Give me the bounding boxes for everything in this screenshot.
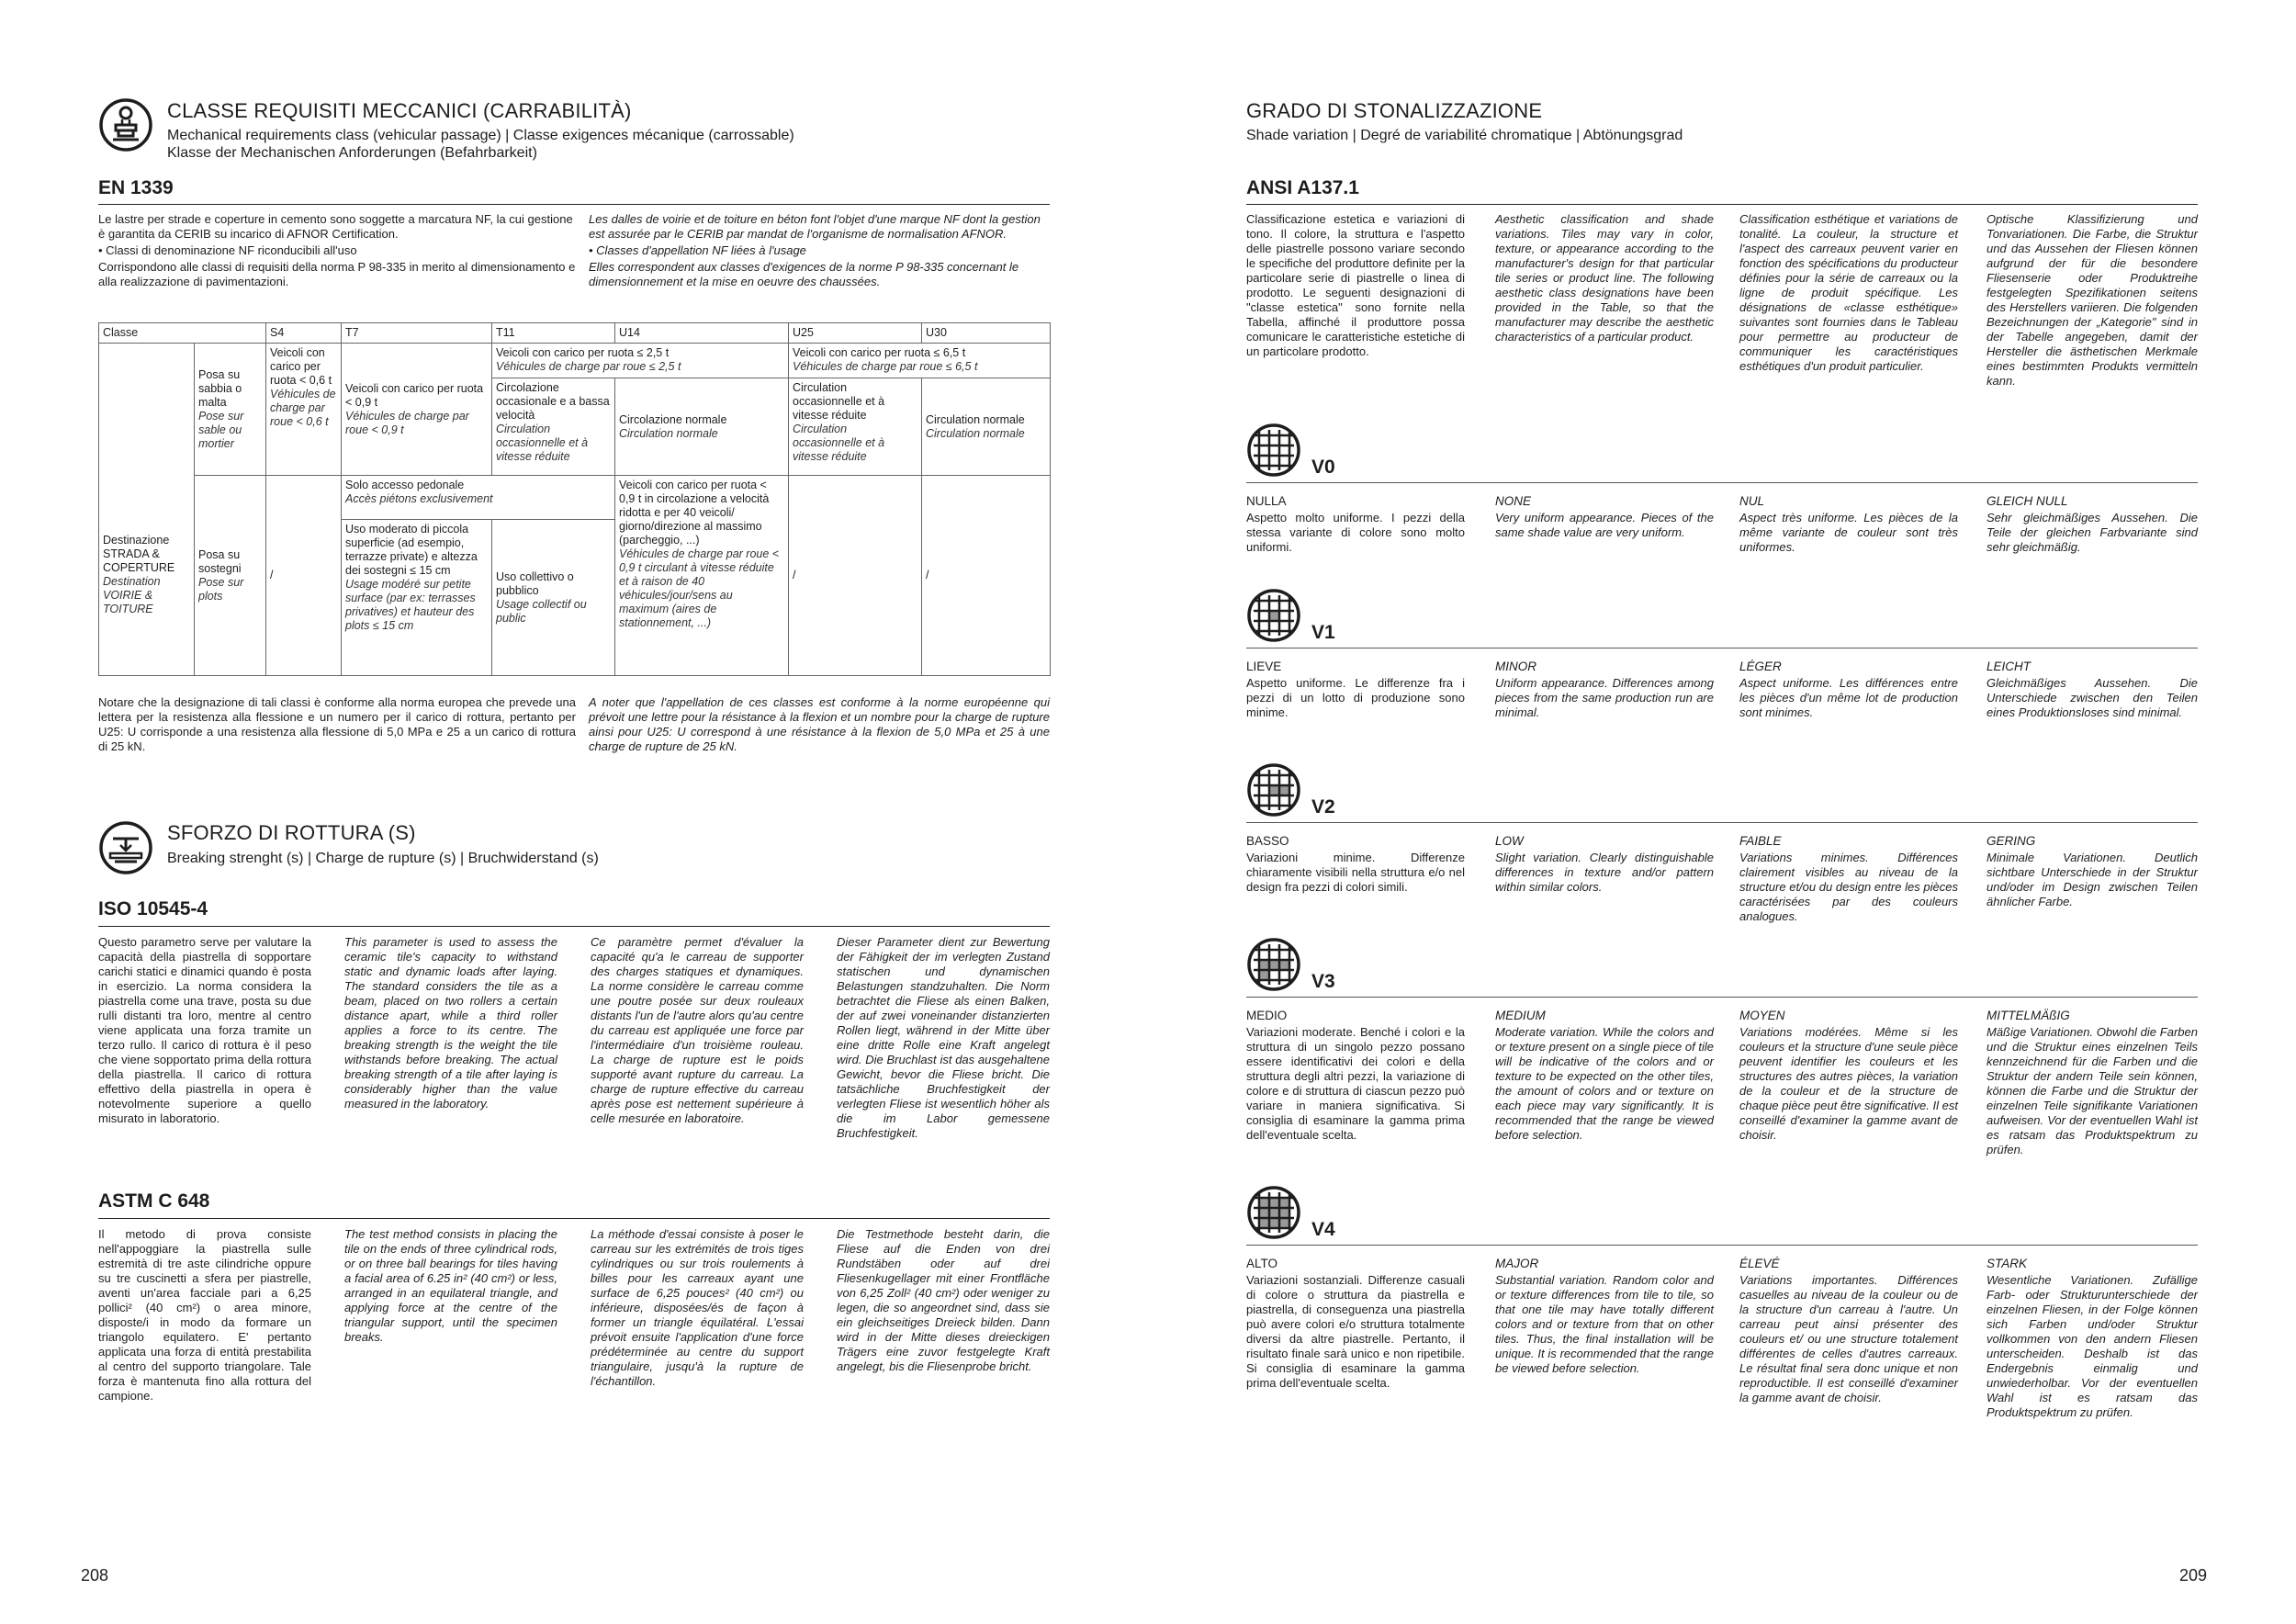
- shade-fr-text: Variations importantes. Différences casuelles au niveau de la couleur ou de la structure d'un carreau à l'autre. Un carreau peut ainsi présenter des couleurs et/ ou une structure totalement différentes de celles d'autres carreaux. Le résultat final sera donc unique et non reproductible. Il est conseillé d'examiner la gamme avant de choisir.: [1739, 1273, 1958, 1404]
- collettivo-it: Uso collettivo o pubblico: [496, 570, 574, 597]
- en1339-heading: EN 1339: [98, 177, 174, 198]
- u25u30-it: Veicoli con carico per ruota ≤ 6,5 t: [793, 346, 966, 359]
- astm648-de: Die Testmethode besteht darin, die Fliese auf die Enden von drei Rundstäben oder auf drei Fliesenkugellager mit einer Frontfläche von 6,25 Zoll² (40 cm²) oder weniger zu legen, die so angeordnet sind, dass sie ein gleichseitiges Dreieck bilden. Dann wird in der Mitte dieses dreieckigen Trägers eine zuvor festgelegte Kraft angelegt, bis die Fliesenprobe bricht.: [837, 1227, 1050, 1373]
- pedonale-it: Solo accesso pedonale: [345, 479, 465, 491]
- moderato-it: Uso moderato di piccola superficie (ad esempio, terrazze private) e altezza dei sostegni ≤ 15 cm: [345, 523, 478, 577]
- page-number: 208: [81, 1566, 109, 1585]
- cell-uso-moderato: [342, 520, 492, 676]
- shade-it-heading: NULLA: [1246, 494, 1287, 508]
- divider: [1246, 204, 2198, 205]
- shade-code: V4: [1311, 1219, 1335, 1240]
- shade-it-text: Aspetto molto uniforme. I pezzi della stessa variante di colore sono molto uniformi.: [1246, 511, 1465, 554]
- shade-de-text: Minimale Variationen. Deutlich sichtbare Unterschiede in der Struktur und/oder im Design zwischen Teilen ähnlicher Farbe.: [1986, 851, 2198, 908]
- t7-fr: Véhicules de charge par roue < 0,9 t: [345, 409, 469, 436]
- shade-it-heading: BASSO: [1246, 834, 1289, 848]
- shade-code: V3: [1311, 971, 1335, 992]
- shade-fr-text: Variations modérées. Même si les couleurs et la structure d'une seule pièce peuvent identifier les couleurs et les structures des autres pièces, la variation de la couleur et de la structure de chaque pièce peut être significative. Il est conseillé d'examiner la gamme avant de choisir.: [1739, 1025, 1958, 1142]
- cell-u30-slash: /: [922, 476, 1051, 676]
- u14c-it: Veicoli con carico per ruota < 0,9 t in circolazione a velocità ridotta e per 40 veicoli/ giorno/direzione al massimo (parcheggio, ...): [619, 479, 770, 547]
- breaking-load-icon: [98, 820, 153, 875]
- shade-fr-text: Variations minimes. Différences clairement visibles au niveau de la structure et/ou du design entre les pièces caractérisées par des couleurs analogues.: [1739, 851, 1958, 923]
- shade-it-text: Variazioni minime. Differenze chiaramente visibili nella struttura e/o nel design fra pezzi di colori simili.: [1246, 851, 1465, 894]
- posa-sabbia-it: Posa su sabbia o malta: [198, 367, 242, 409]
- divider: [1246, 997, 2198, 998]
- divider: [98, 204, 1050, 205]
- cell-t11-u14-veicoli: [492, 344, 789, 378]
- shade-en-heading: LOW: [1495, 834, 1524, 848]
- astm648-heading: ASTM C 648: [98, 1190, 210, 1212]
- posa-sostegni-fr: Pose sur plots: [198, 575, 244, 603]
- shade-fr-text: Aspect uniforme. Les différences entre les pièces d'un même lot de production sont minimes.: [1739, 676, 1958, 719]
- ansi-it: Classificazione estetica e variazioni di tono. Il colore, la struttura e l'aspetto delle piastrelle possono variare secondo le specifiche del produttore definite per la particolare serie di piastrelle o linea di prodotto. Le seguenti designazioni di "classe estetica" sono fornite nella Tabella, affinché il produttore possa comunicare le caratteristiche estetiche di un particolare prodotto.: [1246, 212, 1465, 358]
- th-u14: U14: [615, 323, 789, 344]
- cell-u14-circolazione: [615, 378, 789, 476]
- posa-sabbia-fr: Pose sur sable ou mortier: [198, 409, 244, 450]
- shade-fr-heading: LÉGER: [1739, 660, 1782, 673]
- divider: [98, 926, 1050, 927]
- cell-u25-slash: /: [789, 476, 922, 676]
- iso-heading: ISO 10545-4: [98, 898, 208, 919]
- shade-fr-heading: FAIBLE: [1739, 834, 1782, 848]
- th-u25: U25: [789, 323, 922, 344]
- shade-de-heading: MITTELMÄßIG: [1986, 1009, 2070, 1022]
- moderato-fr: Usage modéré sur petite surface (par ex: terrasses privatives) et hauteur des plots ≤ 15 cm: [345, 578, 476, 632]
- cell-t7-veicoli: [342, 344, 492, 476]
- shade-v1-icon: [1246, 588, 1301, 643]
- shade-v3-icon: [1246, 937, 1301, 992]
- cell-u30-circolazione: [922, 378, 1051, 476]
- u14b-it: Circolazione normale: [619, 412, 727, 426]
- shade-v2-icon: [1246, 762, 1301, 818]
- en1339-intro-it: [98, 212, 576, 289]
- en1339-it-p1: Le lastre per strade e coperture in cemento sono soggette a marcatura NF, la cui gestione è garantita da CERIB su incarico di AFNOR Certification.: [98, 212, 573, 241]
- shade-fr-heading: MOYEN: [1739, 1009, 1785, 1022]
- shade-code: V2: [1311, 796, 1335, 818]
- astm648-it: Il metodo di prova consiste nell'appoggiare la piastrella sulle estremità di tre aste cilindriche oppure su tre cuscinetti a sfera per piastrelle, aventi un'area facciale pari a 6,25 pollici² (40 cm²) o area minore, disposte/i in modo da formare un triangolo equilatero. E' pertanto applicata una forza di entità prestabilita al centro del supporto triangolare. Tale forza è mantenuta fino alla rottura del campione.: [98, 1227, 311, 1403]
- cell-s4-slash: /: [266, 476, 342, 676]
- en1339-fr-p3: Elles correspondent aux classes d'exigences de la norme P 98-335 concernant le dimensionnement et la mise en oeuvre des chaussées.: [589, 260, 1019, 288]
- t11b-fr: Circulation occasionnelle et à vitesse réduite: [496, 423, 589, 463]
- shade-de-text: Gleichmäßiges Aussehen. Die Unterschiede zwischen den Teilen eines Produktionsloses sind minimal.: [1986, 676, 2198, 719]
- divider: [1246, 1245, 2198, 1246]
- cell-t11-circolazione: [492, 378, 615, 476]
- shade-de-heading: GERING: [1986, 834, 2036, 848]
- u25u30-fr: Véhicules de charge par roue ≤ 6,5 t: [793, 360, 978, 373]
- shade-en-heading: NONE: [1495, 494, 1532, 508]
- shade-v4-icon: [1246, 1185, 1301, 1240]
- en1339-class-table: [98, 322, 1051, 676]
- stonal-title: GRADO DI STONALIZZAZIONE: [1246, 99, 1543, 122]
- shade-en-heading: MINOR: [1495, 660, 1536, 673]
- ansi-de: Optische Klassifizierung und Tonvariationen. Die Farbe, die Struktur und das Aussehen der Fliesen können aufgrund der für die besondere Fliesenserie oder Produktreihe festgelegten Spezifikationen seitens des Herstellers variieren. Die folgenden Bezeichnungen der „Kategorie" sind in der Tabelle angegeben, damit der Hersteller die ästhetischen Merkmale eines bestimmten Produkts vermitteln kann.: [1986, 212, 2198, 388]
- cell-destinazione: [99, 344, 195, 676]
- shade-en-text: Uniform appearance. Differences among pieces from the same production run are minimal.: [1495, 676, 1714, 719]
- page-number: 209: [2179, 1566, 2208, 1585]
- cell-u14-veicoli-ridotta: [615, 476, 789, 676]
- shade-en-text: Moderate variation. While the colors and or texture present on a single piece of tile will be indicative of the colors and or texture to be expected on the other tiles, the amount of colors and or texture on each piece may vary significantly. It is recommended that the range be viewed before selection.: [1495, 1025, 1714, 1142]
- shade-it-heading: LIEVE: [1246, 660, 1282, 673]
- shade-en-text: Very uniform appearance. Pieces of the same shade value are very uniform.: [1495, 511, 1714, 539]
- divider: [1246, 822, 2198, 823]
- astm648-en: The test method consists in placing the tile on the ends of three cylindrical rods, or on three ball bearings for tiles having a facial area of 6.25 in² (40 cm²) or less, arranged in an equilateral triangle, and applying force at the centre of the triangular support, until the specimen breaks.: [344, 1227, 557, 1344]
- s4-fr: Véhicules de charge par roue < 0,6 t: [270, 388, 336, 428]
- shade-de-heading: STARK: [1986, 1257, 2028, 1270]
- iso-fr: Ce paramètre permet d'évaluer la capacité qu'a le carreau de supporter des charges statiques et dynamiques. La norme considère le carreau comme une poutre posée sur deux rouleaux distants l'un de l'autre alors qu'au centre du carreau est appliquée une force par l'intermédiaire d'un troisième rouleau. La charge de rupture est le poids supporté avant rupture du carreau. La charge de rupture effective du carreau après pose est nettement supérieure à celle mesurée en laboratoire.: [591, 935, 804, 1125]
- shade-de-heading: LEICHT: [1986, 660, 2032, 673]
- en1339-note-it: Notare che la designazione di tali classi è conforme alla norma europea che prevede una lettera per la resistenza alla flessione e un numero per il carico di rottura, pertanto per U25: U corrisponde a una resistenza alla flessione di 5,0 MPa e 25 a un carico di rottura di 25 kN.: [98, 695, 576, 753]
- shade-it-text: Aspetto uniforme. Le differenze fra i pezzi di un lotto di produzione sono minime.: [1246, 676, 1465, 719]
- iso-it: Questo parametro serve per valutare la capacità della piastrella di sopportare carichi statici e dinamici quando è posta in esercizio. La norma considera la piastrella come una trave, posta su due rulli distanti tra loro, mentre al centro viene applicata una forza tramite un terzo rullo. Il carico di rottura è il peso che viene sopportato prima della rottura della piastrella. Il carico di rottura effettivo della piastrella in opera è notevolmente superiore a quello misurato in laboratorio.: [98, 935, 311, 1125]
- u14c-fr: Véhicules de charge par roue < 0,9 t circulant à vitesse réduite et à raison de 40 véhicules/jour/sens au maximum (aires de stationnement, ...): [619, 547, 780, 629]
- cell-u25-u30-veicoli: [789, 344, 1051, 378]
- carrabilita-subtitle: Mechanical requirements class (vehicular passage) | Classe exigences mécanique (carrossable): [167, 128, 794, 143]
- cell-uso-collettivo: [492, 520, 615, 676]
- s4-it: Veicoli con carico per ruota < 0,6 t: [270, 346, 332, 387]
- t11b-it: Circolazione occasionale e a bassa velocità: [496, 381, 610, 422]
- cell-posa-sostegni: [195, 476, 266, 676]
- ansi-en: Aesthetic classification and shade variations. Tiles may vary in color, texture, or appearance according to the manufacturer's design for that particular tile series or product line. The following aesthetic class designations have been provided in the Table, so that the manufacturer may describe the aesthetic characteristics of a particular product.: [1495, 212, 1714, 344]
- shade-code: V1: [1311, 622, 1335, 643]
- shade-v0-icon: [1246, 423, 1301, 478]
- en1339-fr-p2: • Classes d'appellation NF liées à l'usage: [589, 243, 806, 257]
- stonal-subtitle: Shade variation | Degré de variabilité chromatique | Abtönungsgrad: [1246, 128, 1683, 143]
- en1339-intro-fr: [589, 212, 1050, 289]
- iso-en: This parameter is used to assess the ceramic tile's capacity to withstand static and dynamic loads after laying. The standard considers the tile as a beam, placed on two rollers a certain distance apart, while a third roller applies a force to its centre. The breaking strength is the weight the tile withstands before breaking. The actual breaking strength of a tile after laying is considerably higher than the value measured in the laboratory.: [344, 935, 557, 1111]
- rottura-subtitle: Breaking strenght (s) | Charge de rupture (s) | Bruchwiderstand (s): [167, 851, 599, 866]
- posa-sostegni-it: Posa su sostegni: [198, 547, 242, 575]
- th-classe: Classe: [99, 323, 266, 344]
- cell-posa-sabbia: [195, 344, 266, 476]
- iso-de: Dieser Parameter dient zur Bewertung der Fähigkeit der im verlegten Zustand statischen und dynamischen Belastungen standzuhalten. Die Norm betrachtet die Fliese als einen Balken, der auf zwei voneinander distanzierten Rollen liegt, während in der Mitte über eine dritte Rolle eine Kraft angelegt wird. Die Bruchlast ist das ausgehaltene Gewicht, bevor die Fliese bricht. Die tatsächliche Bruchfestigkeit der verlegten Fliese ist wesentlich höher als die im Labor gemessene Bruchfestigkeit.: [837, 935, 1050, 1140]
- shade-de-text: Sehr gleichmäßiges Aussehen. Die Teile der gleichen Farbvariante sind sehr gleichmäßig.: [1986, 511, 2198, 554]
- u30b-it: Circulation normale: [926, 412, 1025, 426]
- pedonale-fr: Accès piétons exclusivement: [345, 492, 493, 505]
- en1339-note-fr: A noter que l'appellation de ces classes est conforme à la norme européenne qui prévoit une lettre pour la résistance à la flexion et un nombre pour la charge de rupture ainsi pour U25: U correspond à une résistance à la flexion de 5,0 MPa et 25 à une charge de rupture de 25 kN.: [589, 695, 1050, 753]
- t11u14-it: Veicoli con carico per ruota ≤ 2,5 t: [496, 346, 670, 359]
- th-t11: T11: [492, 323, 615, 344]
- divider: [98, 1218, 1050, 1219]
- shade-code: V0: [1311, 457, 1335, 478]
- th-t7: T7: [342, 323, 492, 344]
- u25b-it: Circulation occasionnelle et à vitesse réduite: [793, 381, 885, 422]
- ansi-fr: Classification esthétique et variations de tonalité. La couleur, la structure et l'aspect des carreaux peuvent varier en fonction des spécifications du producteur définies pour la série de carreaux ou la ligne de produit spécifique. Les désignations de «classe esthétique» suivantes sont fournies dans le Tableau pour permettre au producteur de communiquer les caractéristiques esthétiques d'un produit particulier.: [1739, 212, 1958, 373]
- dest-fr: Destination VOIRIE & TOITURE: [103, 575, 161, 615]
- en1339-fr-p1: Les dalles de voirie et de toiture en béton font l'objet d'une marque NF dont la gestion est assurée par le CERIB par mandat de l'organisme de normalisation AFNOR.: [589, 212, 1041, 241]
- shade-fr-heading: ÉLEVÉ: [1739, 1257, 1780, 1270]
- shade-it-text: Variazioni sostanziali. Differenze casuali di colore o struttura da piastrella e piastrella, di conseguenza una piastrella può avere colori e/o struttura totalmente diversi da altre piastrelle. Pertanto, il risultato finale sarà unico e non ripetibile. Si consiglia di esaminare la gamma prima dell'eventuale scelta.: [1246, 1273, 1465, 1390]
- carrabilita-title: CLASSE REQUISITI MECCANICI (CARRABILITÀ): [167, 99, 632, 122]
- right-page: [1148, 0, 2296, 1624]
- u14b-fr: Circulation normale: [619, 426, 718, 440]
- shade-it-heading: ALTO: [1246, 1257, 1278, 1270]
- th-s4: S4: [266, 323, 342, 344]
- rottura-title: SFORZO DI ROTTURA (S): [167, 821, 416, 844]
- shade-it-text: Variazioni moderate. Benché i colori e la struttura di un singolo pezzo possano essere identificativi dei colori e della struttura degli altri pezzi, la variazione di colore e di struttura di ciascun pezzo può variare in maniera significativa. Si consiglia di esaminare la gamma prima dell'eventuale scelta.: [1246, 1025, 1465, 1142]
- divider: [1246, 482, 2198, 483]
- shade-fr-heading: NUL: [1739, 494, 1765, 508]
- t11u14-fr: Véhicules de charge par roue ≤ 2,5 t: [496, 360, 681, 373]
- cell-u25-circolazione: [789, 378, 922, 476]
- dest-it: Destinazione STRADA & COPERTURE: [103, 534, 175, 574]
- shade-en-heading: MAJOR: [1495, 1257, 1539, 1270]
- vehicle-load-icon: [98, 97, 153, 152]
- shade-fr-text: Aspect très uniforme. Les pièces de la même variante de couleur sont très uniformes.: [1739, 511, 1958, 554]
- th-u30: U30: [922, 323, 1051, 344]
- cell-s4-veicoli: [266, 344, 342, 476]
- shade-de-heading: GLEICH NULL: [1986, 494, 2068, 508]
- shade-de-text: Mäßige Variationen. Obwohl die Farben und die Struktur eines einzelnen Teils kennzeichnend für die Farben und die Struktur der andern Teile sein können, können die Farbe und die Struktur der einzelnen Teile signifikante Variationen aufweisen. Vor der eventuellen Wahl ist es ratsam das Produktspektrum zu prüfen.: [1986, 1025, 2198, 1156]
- u30b-fr: Circulation normale: [926, 426, 1025, 440]
- cell-pedonale: [342, 476, 615, 520]
- shade-de-text: Wesentliche Variationen. Zufällige Farb- oder Strukturunterschiede der einzelnen Fliesen, in der Folge können sich Farben und/oder Struktur vollkommen von den andern Fliesen unterscheiden. Deshalb ist das Endergebnis einmalig und unwiederholbar. Vor der eventuellen Wahl ist es ratsam das Produktspektrum zu prüfen.: [1986, 1273, 2198, 1419]
- ansi-heading: ANSI A137.1: [1246, 177, 1359, 198]
- en1339-it-p3: Corrispondono alle classi di requisiti della norma P 98-335 in merito al dimensionamento e alla realizzazione di pavimentazioni.: [98, 260, 576, 288]
- u25b-fr: Circulation occasionnelle et à vitesse réduite: [793, 423, 885, 463]
- t7-it: Veicoli con carico per ruota < 0,9 t: [345, 381, 484, 409]
- shade-it-heading: MEDIO: [1246, 1009, 1288, 1022]
- astm648-fr: La méthode d'essai consiste à poser le carreau sur les extrémités de trois tiges cylindriques ou sur trois roulements à billes pour les carreaux ayant une surface de 6,25 pouces² (40 cm²) ou inférieure, disposées/és de façon à former un triangle équilatéral. L'essai prévoit ensuite l'application d'une force prédéterminée au centre du support triangulaire, jusqu'à la rupture de l'échantillon.: [591, 1227, 804, 1388]
- shade-en-heading: MEDIUM: [1495, 1009, 1546, 1022]
- en1339-it-p2: • Classi di denominazione NF riconducibili all'uso: [98, 243, 357, 257]
- shade-en-text: Slight variation. Clearly distinguishable differences in texture and/or pattern within similar colors.: [1495, 851, 1714, 894]
- carrabilita-subtitle-de: Klasse der Mechanischen Anforderungen (Befahrbarkeit): [167, 145, 537, 161]
- collettivo-fr: Usage collectif ou public: [496, 597, 587, 625]
- shade-en-text: Substantial variation. Random color and or texture differences from tile to tile, so that one tile may have totally different colors and or texture from that on other tiles. Thus, the final installation will be unique. It is recommended that the range be viewed before selection.: [1495, 1273, 1714, 1375]
